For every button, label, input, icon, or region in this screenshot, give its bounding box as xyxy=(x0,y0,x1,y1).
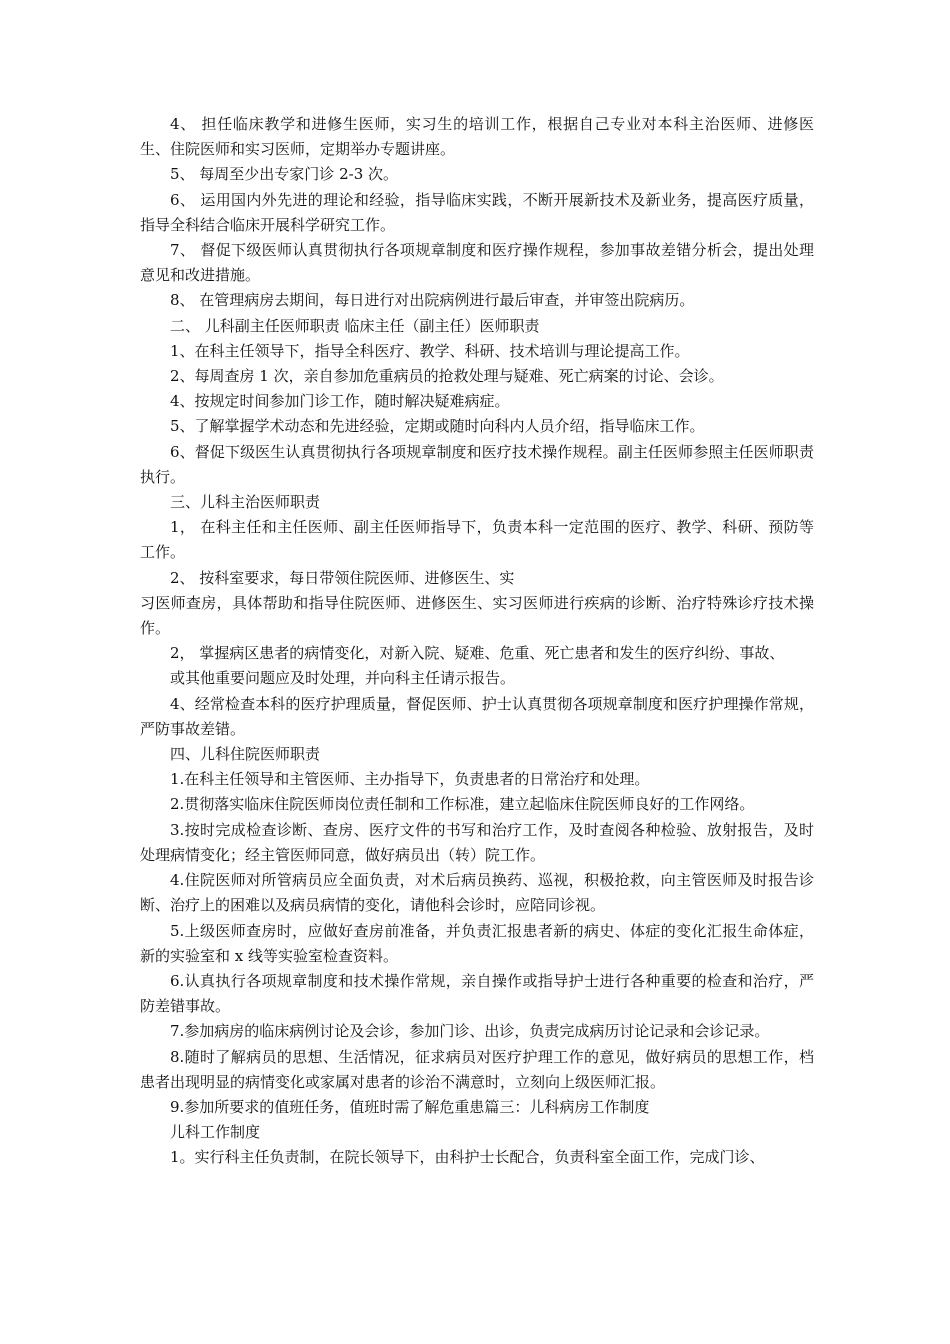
paragraph-28: 9.参加所要求的值班任务，值班时需了解危重患篇三：儿科病房工作制度 xyxy=(170,1097,650,1116)
document-page xyxy=(140,112,814,1171)
paragraph-3: 6、 运用国内外先进的理论和经验，指导临床实践，不断开展新技术及新业务，提高医疗质量，指导全科结合临床开展科学研究工作。 xyxy=(140,190,814,234)
paragraph-15: 习医师查房，具体帮助和指导住院医师、进修医生、实习医师进行疾病的诊断、治疗特殊诊疗技术操作。 xyxy=(140,593,814,638)
paragraph-2: 5、 每周至少出专家门诊 2-3 次。 xyxy=(170,165,399,184)
section-heading-4: 四、儿科住院医师职责 xyxy=(170,745,321,764)
paragraph-13: 1， 在科主任和主任医师、副主任医师指导下，负责本科一定范围的医疗、教学、科研、预防等工作。 xyxy=(140,518,814,562)
section-heading-3: 三、儿科主治医师职责 xyxy=(170,493,321,512)
paragraph-26: 7.参加病房的临床病例讨论及会诊，参加门诊、出诊，负责完成病历讨论记录和会诊记录。 xyxy=(170,1022,770,1041)
paragraph-18: 4、经常检查本科的医疗护理质量，督促医师、护士认真贯彻各项规章制度和医疗护理操作常规，严防事故差错。 xyxy=(140,694,814,738)
paragraph-17: 或其他重要问题应及时处理，并向科主任请示报告。 xyxy=(170,669,516,688)
section-heading-work-rules: 儿科工作制度 xyxy=(170,1123,261,1142)
paragraph-14: 2、 按科室要求，每日带领住院医师、进修医生、实 xyxy=(170,568,515,587)
paragraph-5: 8、 在管理病房去期间，每日进行对出院病例进行最后审查，并审签出院病历。 xyxy=(170,291,695,310)
paragraph-4: 7、 督促下级医师认真贯彻执行各项规章制度和医疗操作规程，参加事故差错分析会，提出处理意见和改进措施。 xyxy=(140,241,814,285)
paragraph-20: 1.在科主任领导和主管医师、主办指导下，负责患者的日常治疗和处理。 xyxy=(170,770,650,789)
paragraph-9: 4、按规定时间参加门诊工作，随时解决疑难病症。 xyxy=(170,392,510,411)
paragraph-21: 2.贯彻落实临床住院医师岗位责任制和工作标准，建立起临床住院医师良好的工作网络。 xyxy=(170,795,755,814)
paragraph-23: 4.住院医师对所管病员应全面负责，对术后病员换药、巡视，积极抢救，向主管医师及时报告诊断、治疗上的困难以及病员病情的变化，请他科会诊时，应陪同诊视。 xyxy=(140,871,814,915)
paragraph-16: 2， 掌握病区患者的病情变化，对新入院、疑难、危重、死亡患者和发生的医疗纠纷、事故、 xyxy=(170,644,785,663)
paragraph-7: 1、在科主任领导下，指导全科医疗、教学、科研、技术培训与理论提高工作。 xyxy=(170,341,690,360)
paragraph-8: 2、每周查房 1 次，亲自参加危重病员的抢救处理与疑难、死亡病案的讨论、会诊。 xyxy=(170,367,724,386)
paragraph-30: 1。实行科主任负责制，在院长领导下，由科护士长配合，负责科室全面工作，完成门诊、 xyxy=(170,1148,765,1167)
paragraph-10: 5、了解掌握学术动态和先进经验，定期或随时向科内人员介绍，指导临床工作。 xyxy=(170,417,705,436)
paragraph-24: 5.上级医师查房时，应做好查房前准备，并负责汇报患者新的病史、体症的变化汇报生命体症，新的实验室和 x 线等实验室检查资料。 xyxy=(140,921,814,965)
paragraph-27: 8.随时了解病员的思想、生活情况，征求病员对医疗护理工作的意见，做好病员的思想工作，档患者出现明显的病情变化或家属对患者的诊治不满意时，立刻向上级医师汇报。 xyxy=(140,1047,814,1091)
paragraph-1: 4、 担任临床教学和进修生医师，实习生的培训工作，根据自己专业对本科主治医师、进修医生、住院医师和实习医师，定期举办专题讲座。 xyxy=(140,115,814,159)
paragraph-11: 6、督促下级医生认真贯彻执行各项规章制度和医疗技术操作规程。副主任医师参照主任医师职责执行。 xyxy=(140,442,814,486)
paragraph-25: 6.认真执行各项规章制度和技术操作常规，亲自操作或指导护士进行各种重要的检查和治疗，严防差错事故。 xyxy=(140,971,814,1016)
paragraph-22: 3.按时完成检查诊断、查房、医疗文件的书写和治疗工作，及时查阅各种检验、放射报告，及时处理病情变化；经主管医师同意，做好病员出（转）院工作。 xyxy=(140,820,814,864)
section-heading-2: 二、 儿科副主任医师职责 临床主任（副主任）医师职责 xyxy=(170,316,540,335)
